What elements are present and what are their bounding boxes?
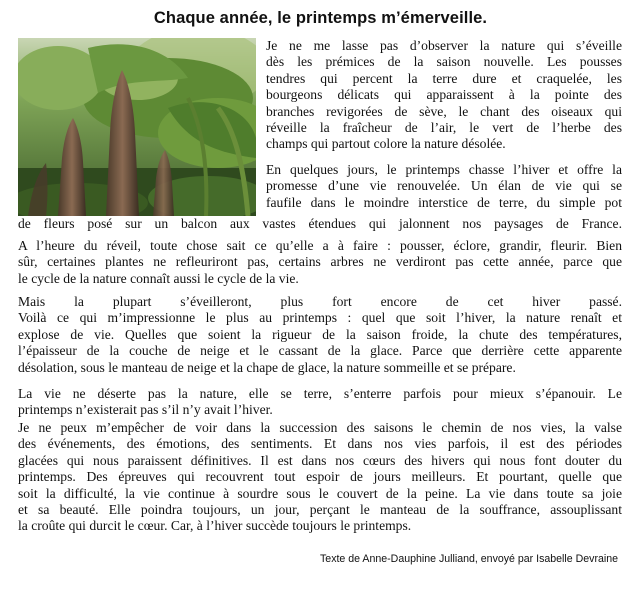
paragraph-life-hides: [18, 386, 622, 419]
text-line: l’épaisseur de la couche de neige et le cassant de la glace. Parce que derrière cette apparente: [18, 343, 622, 359]
paragraph-winter-passed: [18, 294, 622, 376]
text-line: dès les prémices de la saison nouvelle. Les pousses: [266, 54, 622, 70]
text-line: explose de vie. Quelles que soient la rigueur de la saison froide, la chute des températures,: [18, 326, 622, 342]
paragraph-seasons-of-life: [18, 420, 622, 535]
author-credit: Texte de Anne-Dauphine Julliand, envoyé par Isabelle Devraine: [320, 553, 618, 565]
text-line: tendres qui percent la terre dure et craquelée, les: [266, 70, 622, 86]
text-line: Voilà ce qui m’impressionne le plus au printemps : quel que soit l’hiver, la nature renaît et: [18, 310, 622, 326]
paragraph-spring-arrival: [266, 162, 622, 211]
text-line: printemps n’existerait pas s’il n’y avait l’hiver.: [18, 402, 273, 418]
text-line: printemps. Des épreuves qui recouvrent tout espoir de jours meilleurs. Et pourtant, quelle que: [18, 469, 622, 485]
text-line: A l’heure du réveil, toute chose sait ce qu’elle a à faire : pousser, éclore, grandir, fleurir. Bien: [18, 238, 622, 253]
text-line: réveille la fraîcheur de l’air, le vert de l’herbe des: [266, 119, 622, 135]
text-line: soit la difficulté, la vie continue à sourdre sous le couvert de la peine. La vie dans toute sa joie: [18, 485, 622, 501]
text-line: faufile dans le moindre interstice de terre, du simple pot: [266, 194, 622, 210]
paragraph-intro: [266, 38, 622, 153]
text-line: Mais la plupart s’éveilleront, plus fort encore de cet hiver passé.: [18, 294, 622, 309]
text-line: Je ne me lasse pas d’observer la nature qui s’éveille: [266, 38, 622, 53]
text-line: promesse d’une vie renouvelée. Un élan de vie qui se: [266, 178, 622, 194]
text-line: la croûte qui durcit le cœur. Car, à l’hiver succède toujours le printemps.: [18, 518, 412, 534]
text-line: champs qui partout colore la nature désolée.: [266, 136, 506, 152]
text-line: et sa beauté. Elle poindra toujours, un jour, perçant le manteau de la souffrance, assouplissant: [18, 501, 622, 517]
text-line: Je ne peux m’empêcher de voir dans la succession des saisons le chemin de nos vies, la valse: [18, 420, 622, 435]
paragraph-awakening: [18, 238, 622, 287]
text-line: En quelques jours, le printemps chasse l’hiver et offre la: [266, 162, 622, 177]
text-line: La vie ne déserte pas la nature, elle se terre, s’enterre parfois pour mieux s’épanouir. Le: [18, 386, 622, 401]
photo-illustration: [18, 38, 256, 216]
text-line: glacées qui nous paraissent définitives. Il est dans nos cœurs des hivers qui nous font douter du: [18, 452, 622, 468]
text-line: le cycle de la nature connaît aussi le cycle de la vie.: [18, 270, 299, 286]
text-line: branches revigorées de sève, le chant des oiseaux qui: [266, 103, 622, 119]
text-line: sûr, certaines plantes ne refleuriront pas, certains arbres ne verdiront pas cette année, parce que: [18, 254, 622, 270]
paragraph-spring-arrival-end: [18, 216, 622, 232]
gunnera-plant-photo: [18, 38, 256, 216]
text-line: de fleurs posé sur un balcon aux vastes étendues qui jalonnent nos paysages de France.: [18, 216, 622, 231]
text-line: désolation, sous le manteau de neige et la chape de glace, la nature sommeille et se prépare.: [18, 359, 516, 375]
text-line: bourgeons délicats qui apparaissent à la pointe des: [266, 87, 622, 103]
text-line: des événements, des émotions, des sentiments. Et dans nos vies parfois, il est des périodes: [18, 436, 622, 452]
page-title: Chaque année, le printemps m’émerveille.: [153, 9, 488, 27]
